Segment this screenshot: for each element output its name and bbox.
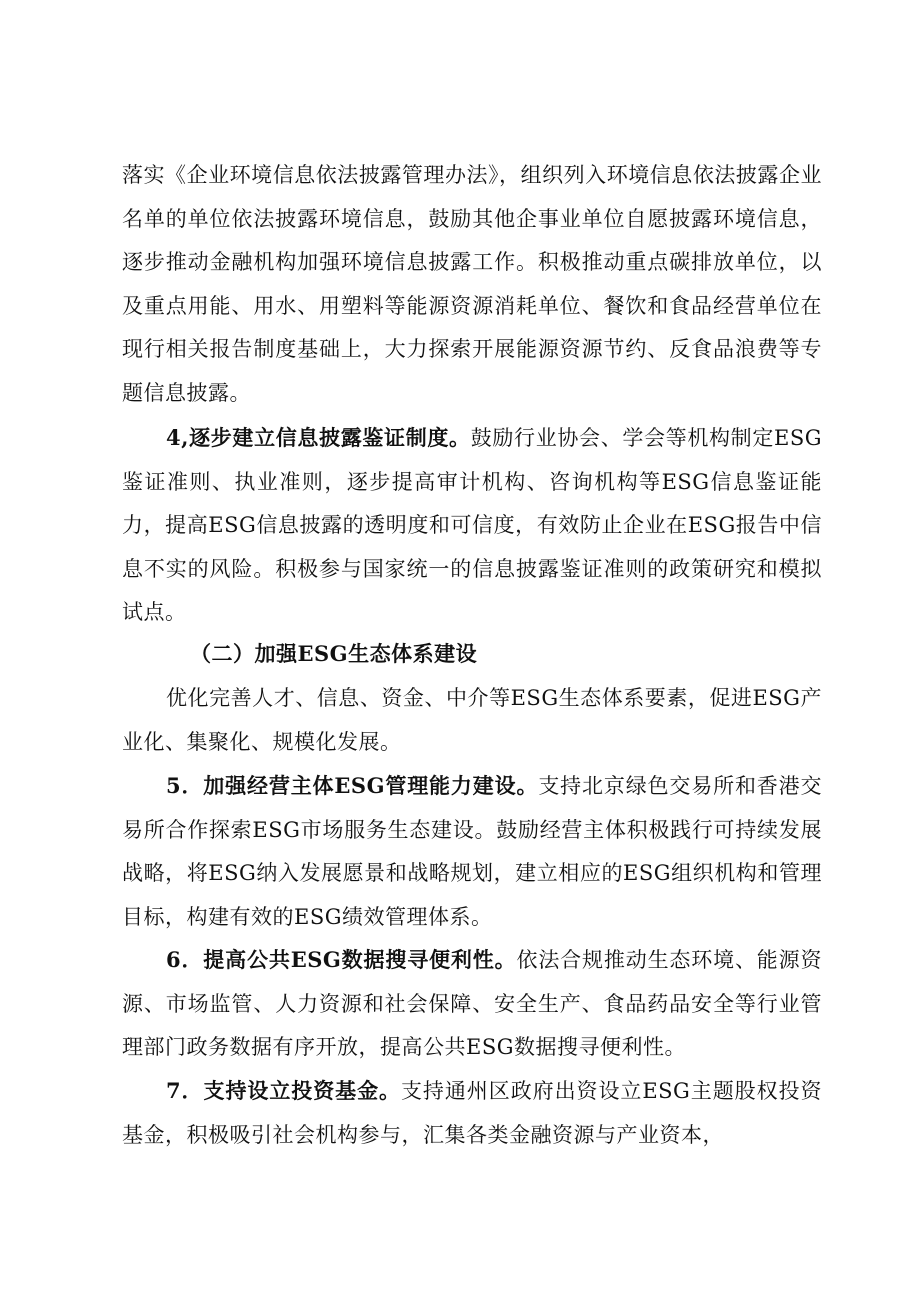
paragraph-text: 支持北京绿色交易所和香港交易所合作探索ESG市场服务生态建设。鼓励经营主体积极践行可持续发展战略，将ESG纳入发展愿景和战略规划，建立相应的ESG组织机构和管理目标，构建有效的ESG绩效管理体系。 xyxy=(122,774,823,929)
paragraph-text: 落实《企业环境信息依法披露管理办法》，组织列入环境信息依法披露企业名单的单位依法披露环境信息，鼓励其他企事业单位自愿披露环境信息，逐步推动金融机构加强环境信息披露工作。积极推动重点碳排放单位，以及重点用能、用水、用塑料等能源资源消耗单位、餐饮和食品经营单位在现行相关报告制度基础上，大力探索开展能源资源节约、反食品浪费等专题信息披露。 xyxy=(122,163,822,405)
section-heading: （二）加强ESG生态体系建设 xyxy=(190,641,478,666)
paragraph-text: 优化完善人才、信息、资金、中介等ESG生态体系要素，促进ESG产业化、集聚化、规模化发展。 xyxy=(122,686,822,754)
paragraph-investment-fund xyxy=(122,1069,822,1157)
paragraph-lead-heading: 7．支持设立投资基金。 xyxy=(166,1078,401,1103)
paragraph-management-capacity xyxy=(122,764,822,939)
paragraph-lead-heading: 4,逐步建立信息披露鉴证制度。 xyxy=(166,425,471,450)
paragraph-text: 支持通州区政府出资设立ESG主题股权投资基金，积极吸引社会机构参与，汇集各类金融资源与产业资本， xyxy=(122,1079,822,1147)
paragraph-text: 依法合规推动生态环境、能源资源、市场监管、人力资源和社会保障、安全生产、食品药品安全等行业管理部门政务数据有序开放，提高公共ESG数据搜寻便利性。 xyxy=(122,948,823,1059)
paragraph-text: 鼓励行业协会、学会等机构制定ESG鉴证准则、执业准则，逐步提高审计机构、咨询机构等ESG信息鉴证能力，提高ESG信息披露的透明度和可信度，有效防止企业在ESG报告中信息不实的风险。积极参与国家统一的信息披露鉴证准则的政策研究和模拟试点。 xyxy=(122,426,822,624)
paragraph-environment-disclosure xyxy=(122,154,822,415)
paragraph-lead-heading: 5．加强经营主体ESG管理能力建设。 xyxy=(166,773,539,798)
paragraph-lead-heading: 6．提高公共ESG数据搜寻便利性。 xyxy=(166,947,517,972)
paragraph-public-data xyxy=(122,938,822,1070)
paragraph-assurance-system xyxy=(122,416,822,635)
paragraph-ecosystem-intro xyxy=(122,677,822,764)
